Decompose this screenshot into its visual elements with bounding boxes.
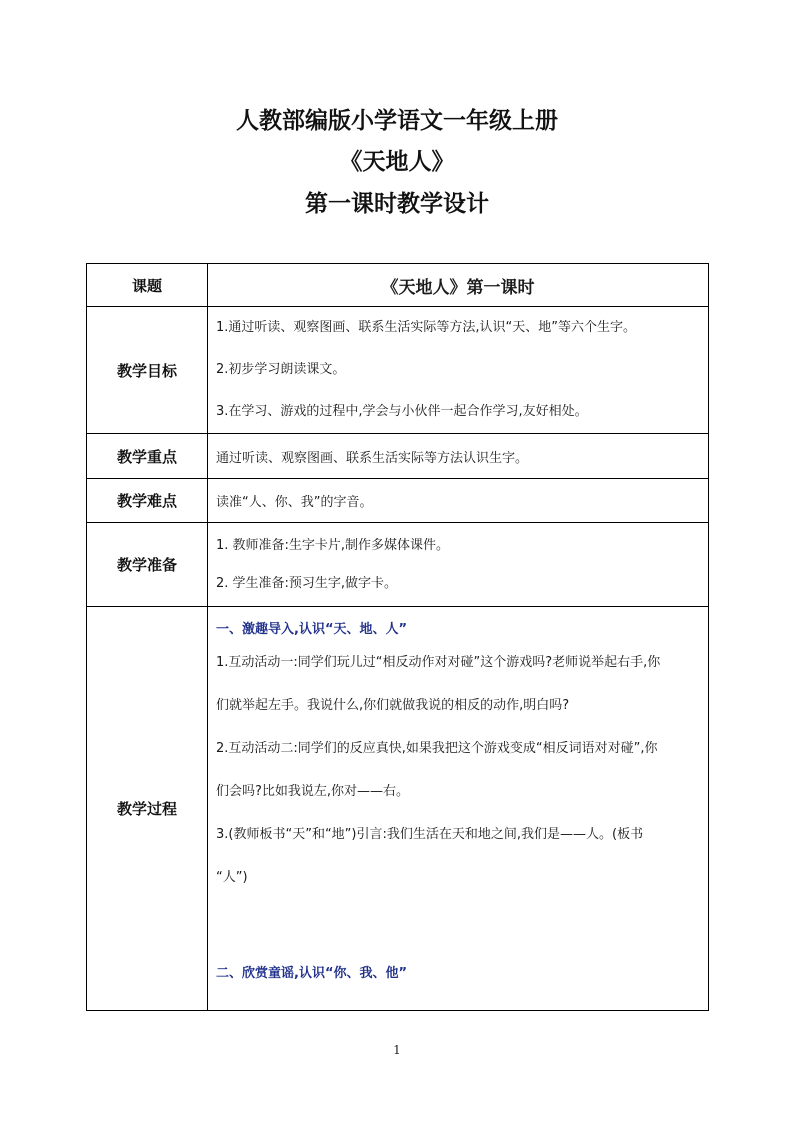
document-title: 人教部编版小学语文一年级上册: [236, 108, 558, 134]
lesson-title: 《天地人》: [339, 149, 455, 175]
key-points-label: 教学重点: [87, 434, 208, 479]
table-row: [87, 479, 709, 523]
spacer: [216, 899, 700, 963]
topic-label: 课题: [87, 264, 208, 307]
difficulties-value: 读准“人、你、我”的字音。: [208, 479, 709, 523]
difficulties-label: 教学难点: [87, 479, 208, 523]
process-section-heading: 二、欣赏童谣,认识“你、我、他”: [216, 966, 408, 981]
process-label: 教学过程: [87, 607, 208, 1011]
page-number: 1: [393, 1043, 401, 1057]
table-row: [87, 607, 709, 1011]
topic-value: 《天地人》第一课时: [208, 264, 709, 307]
table-row: [87, 264, 709, 307]
key-points-value: 通过听读、观察图画、联系生活实际等方法认识生字。: [208, 434, 709, 479]
process-line: 们会吗?比如我说左,你对——右。: [216, 784, 410, 799]
goal-item: 2.初步学习朗读课文。: [216, 362, 346, 377]
preparation-item: 1. 教师准备:生字卡片,制作多媒体课件。: [216, 537, 450, 553]
preparation-item: 2. 学生准备:预习生字,做字卡。: [216, 575, 398, 591]
process-section-heading: 一、激趣导入,认识“天、地、人”: [216, 622, 408, 637]
document-subtitle: 第一课时教学设计: [305, 191, 489, 217]
table-row: [87, 307, 709, 434]
process-cell: [208, 607, 709, 1011]
lesson-plan-table: [86, 263, 709, 1011]
process-line: 2.互动活动二:同学们的反应真快,如果我把这个游戏变成“相反词语对对碰”,你: [216, 741, 658, 756]
process-line: 3.(教师板书“天”和“地”)引言:我们生活在天和地之间,我们是——人。(板书: [216, 827, 644, 842]
process-line: 1.互动活动一:同学们玩儿过“相反动作对对碰”这个游戏吗?老师说举起右手,你: [216, 655, 661, 670]
table-row: [87, 434, 709, 479]
preparation-cell: [208, 523, 709, 607]
table-row: [87, 523, 709, 607]
process-line: 们就举起左手。我说什么,你们就做我说的相反的动作,明白吗?: [216, 698, 570, 713]
goal-item: 1.通过听读、观察图画、联系生活实际等方法,认识“天、地”等六个生字。: [216, 320, 637, 335]
process-line: “人”): [216, 870, 248, 885]
goals-label: 教学目标: [87, 307, 208, 434]
preparation-label: 教学准备: [87, 523, 208, 607]
goals-cell: [208, 307, 709, 434]
goal-item: 3.在学习、游戏的过程中,学会与小伙伴一起合作学习,友好相处。: [216, 404, 588, 419]
